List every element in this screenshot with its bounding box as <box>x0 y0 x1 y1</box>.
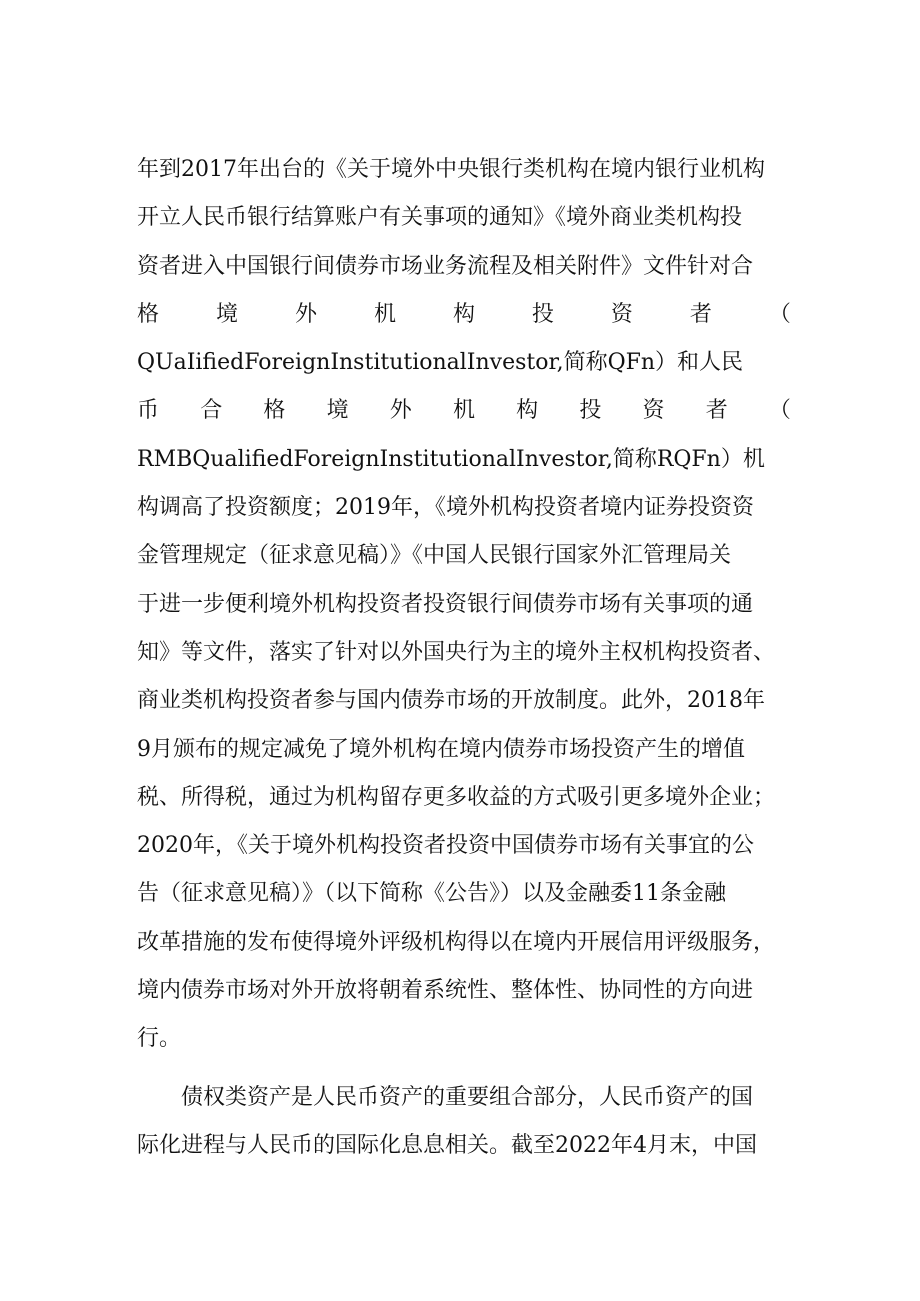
text-line: 开立人民币银行结算账户有关事项的通知》《境外商业类机构投 <box>137 205 743 231</box>
document-body <box>137 146 791 1170</box>
text-char: 投 <box>531 301 554 327</box>
text-char: 构 <box>452 301 475 327</box>
text-line: 行。 <box>137 1026 182 1052</box>
text-char: 格 <box>137 301 160 327</box>
text-line: 改革措施的发布使得境外评级机构得以在境内开展信用评级服务， <box>137 929 776 955</box>
text-line: 构调高了投资额度；2019年，《境外机构投资者境内证券投资资 <box>137 495 754 521</box>
text-char: 币 <box>137 398 160 424</box>
text-line: 2020年，《关于境外机构投资者投资中国债券市场有关事宜的公 <box>137 833 754 859</box>
text-line: 资者进入中国银行间债券市场业务流程及相关附件》文件针对合 <box>137 253 754 279</box>
text-char: 境 <box>326 398 349 424</box>
text-line-justified <box>137 291 791 339</box>
text-line: 知》等文件，落实了针对以外国央行为主的境外主权机构投资者、 <box>137 639 776 665</box>
text-char: 构 <box>516 398 539 424</box>
text-char: 格 <box>263 398 286 424</box>
text-char: 资 <box>610 301 633 327</box>
text-line: 告（征求意见稿）》（以下简称《公告》）以及金融委11条金融 <box>137 881 726 907</box>
text-char: （ <box>768 301 791 327</box>
text-line: 债权类资产是人民币资产的重要组合部分，人民币资产的国 <box>181 1084 754 1110</box>
text-line: 境内债券市场对外开放将朝着系统性、整体性、协同性的方向进 <box>137 978 754 1004</box>
text-char: 者 <box>689 301 712 327</box>
text-char: 者 <box>705 398 728 424</box>
text-char: 投 <box>579 398 602 424</box>
paragraph-gap <box>137 1064 791 1074</box>
text-line: 于进一步便利境外机构投资者投资银行间债券市场有关事项的通 <box>137 591 754 617</box>
text-char: （ <box>768 398 791 424</box>
text-char: 合 <box>200 398 223 424</box>
text-line: RMBQualifiedForeignInstitutionalInvestor,简称RQFn）机 <box>137 446 765 472</box>
text-line-justified <box>137 387 791 435</box>
text-char: 机 <box>452 398 475 424</box>
text-char: 外 <box>294 301 317 327</box>
text-char: 外 <box>389 398 412 424</box>
text-char: 资 <box>642 398 665 424</box>
text-line: 税、所得税，通过为机构留存更多收益的方式吸引更多境外企业； <box>137 784 776 810</box>
text-char: 境 <box>215 301 238 327</box>
text-line: QUaIifiedForeignInstitutionalInvestor,简称QFn）和人民 <box>137 350 744 376</box>
text-line: 9月颁布的规定减免了境外机构在境内债券市场投资产生的增值 <box>137 736 745 762</box>
text-line: 商业类机构投资者参与国内债券市场的开放制度。此外，2018年 <box>137 688 765 714</box>
text-line: 际化进程与人民币的国际化息息相关。截至2022年4月末，中国 <box>137 1132 757 1158</box>
text-line: 金管理规定（征求意见稿）》《中国人民银行国家外汇管理局关 <box>137 543 732 569</box>
text-char: 机 <box>373 301 396 327</box>
text-line: 年到2017年出台的《关于境外中央银行类机构在境内银行业机构 <box>137 157 765 182</box>
